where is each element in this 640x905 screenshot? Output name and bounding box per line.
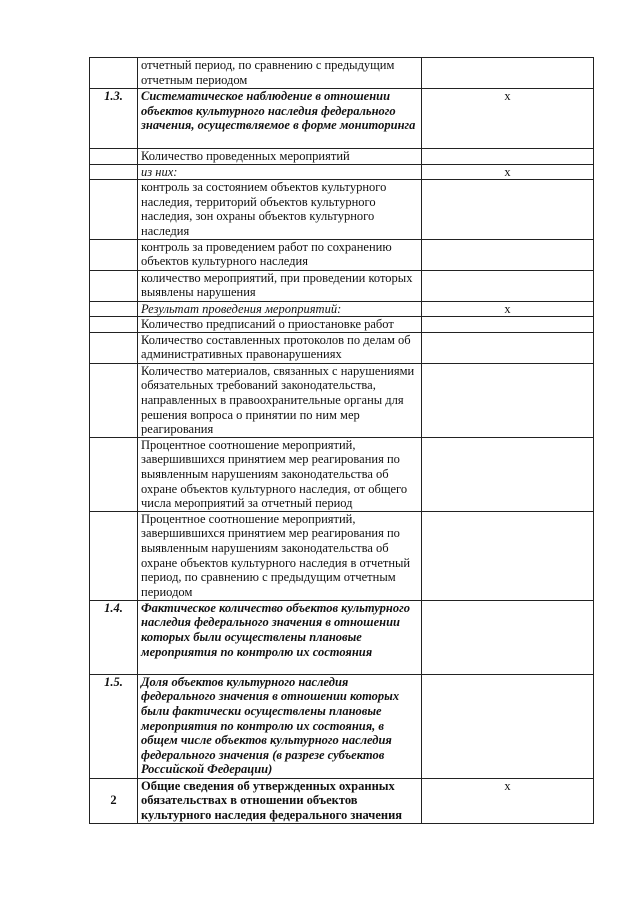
table-row: [90, 58, 594, 89]
row-value: [422, 511, 594, 600]
row-value: x: [422, 301, 594, 317]
section-heading: Фактическое количество объектов культурного наследия федерального значения в отношении которых были осуществлены плановые мероприятия по контролю их состояния: [138, 600, 422, 674]
row-text: Процентное соотношение мероприятий, завершившихся принятием мер реагирования по выявленным нарушениям законодательства об охране объектов культурного наследия, от общего числа мероприятий за отчетный период: [138, 437, 422, 511]
section-heading: Доля объектов культурного наследия федерального значения в отношении которых были фактически осуществлены плановые мероприятия по контролю их состояния, в общем числе объектов культурного наследия федерального значения (в разрезе субъектов Российской Федерации): [138, 674, 422, 778]
row-number: [90, 332, 138, 363]
row-number: 1.5.: [90, 674, 138, 778]
row-value: [422, 180, 594, 239]
row-value: x: [422, 164, 594, 180]
row-number: 2: [90, 778, 138, 823]
table-row: [90, 778, 594, 823]
row-text: Количество проведенных мероприятий: [138, 149, 422, 165]
row-number: [90, 149, 138, 165]
row-number: [90, 270, 138, 301]
row-number: [90, 363, 138, 437]
table-row: [90, 437, 594, 511]
row-text: Количество предписаний о приостановке работ: [138, 317, 422, 333]
row-text: Процентное соотношение мероприятий, завершившихся принятием мер реагирования по выявленным нарушениям законодательства об охране объектов культурного наследия в отчетный период, по сравнению с предыдущим отчетным периодом: [138, 511, 422, 600]
row-number: [90, 180, 138, 239]
table-row: [90, 674, 594, 778]
table-row: [90, 332, 594, 363]
row-number: [90, 437, 138, 511]
row-text: отчетный период, по сравнению с предыдущим отчетным периодом: [138, 58, 422, 89]
row-value: [422, 317, 594, 333]
row-number: [90, 317, 138, 333]
row-text: Количество материалов, связанных с нарушениями обязательных требований законодательства, направленных в правоохранительные органы для решения вопроса о принятии по ним мер реагирования: [138, 363, 422, 437]
section-heading: Систематическое наблюдение в отношении объектов культурного наследия федерального значения, осуществляемое в форме мониторинга: [138, 89, 422, 149]
row-number: [90, 164, 138, 180]
table-row: [90, 89, 594, 149]
row-number: [90, 511, 138, 600]
row-value: [422, 600, 594, 674]
row-number: 1.4.: [90, 600, 138, 674]
row-value: x: [422, 89, 594, 149]
table-row: [90, 301, 594, 317]
row-value: x: [422, 778, 594, 823]
row-text: контроль за состоянием объектов культурного наследия, территорий объектов культурного наследия, зон охраны объектов культурного наследия: [138, 180, 422, 239]
row-number: 1.3.: [90, 89, 138, 149]
table-row: [90, 317, 594, 333]
table-row: [90, 149, 594, 165]
section-heading: Общие сведения об утвержденных охранных обязательствах в отношении объектов культурного наследия федерального значения: [138, 778, 422, 823]
row-value: [422, 363, 594, 437]
row-value: [422, 437, 594, 511]
table-row: [90, 600, 594, 674]
row-text: из них:: [138, 164, 422, 180]
row-text: контроль за проведением работ по сохранению объектов культурного наследия: [138, 239, 422, 270]
row-number: [90, 239, 138, 270]
row-value: [422, 332, 594, 363]
table-row: [90, 511, 594, 600]
row-value: [422, 58, 594, 89]
report-table: [89, 57, 594, 824]
row-value: [422, 674, 594, 778]
row-value: [422, 270, 594, 301]
row-text: Количество составленных протоколов по делам об административных правонарушениях: [138, 332, 422, 363]
table-row: [90, 270, 594, 301]
row-text: Результат проведения мероприятий:: [138, 301, 422, 317]
row-number: [90, 301, 138, 317]
row-text: количество мероприятий, при проведении которых выявлены нарушения: [138, 270, 422, 301]
row-number: [90, 58, 138, 89]
row-value: [422, 149, 594, 165]
table-row: [90, 180, 594, 239]
table-row: [90, 363, 594, 437]
table-row: [90, 239, 594, 270]
table-row: [90, 164, 594, 180]
row-value: [422, 239, 594, 270]
